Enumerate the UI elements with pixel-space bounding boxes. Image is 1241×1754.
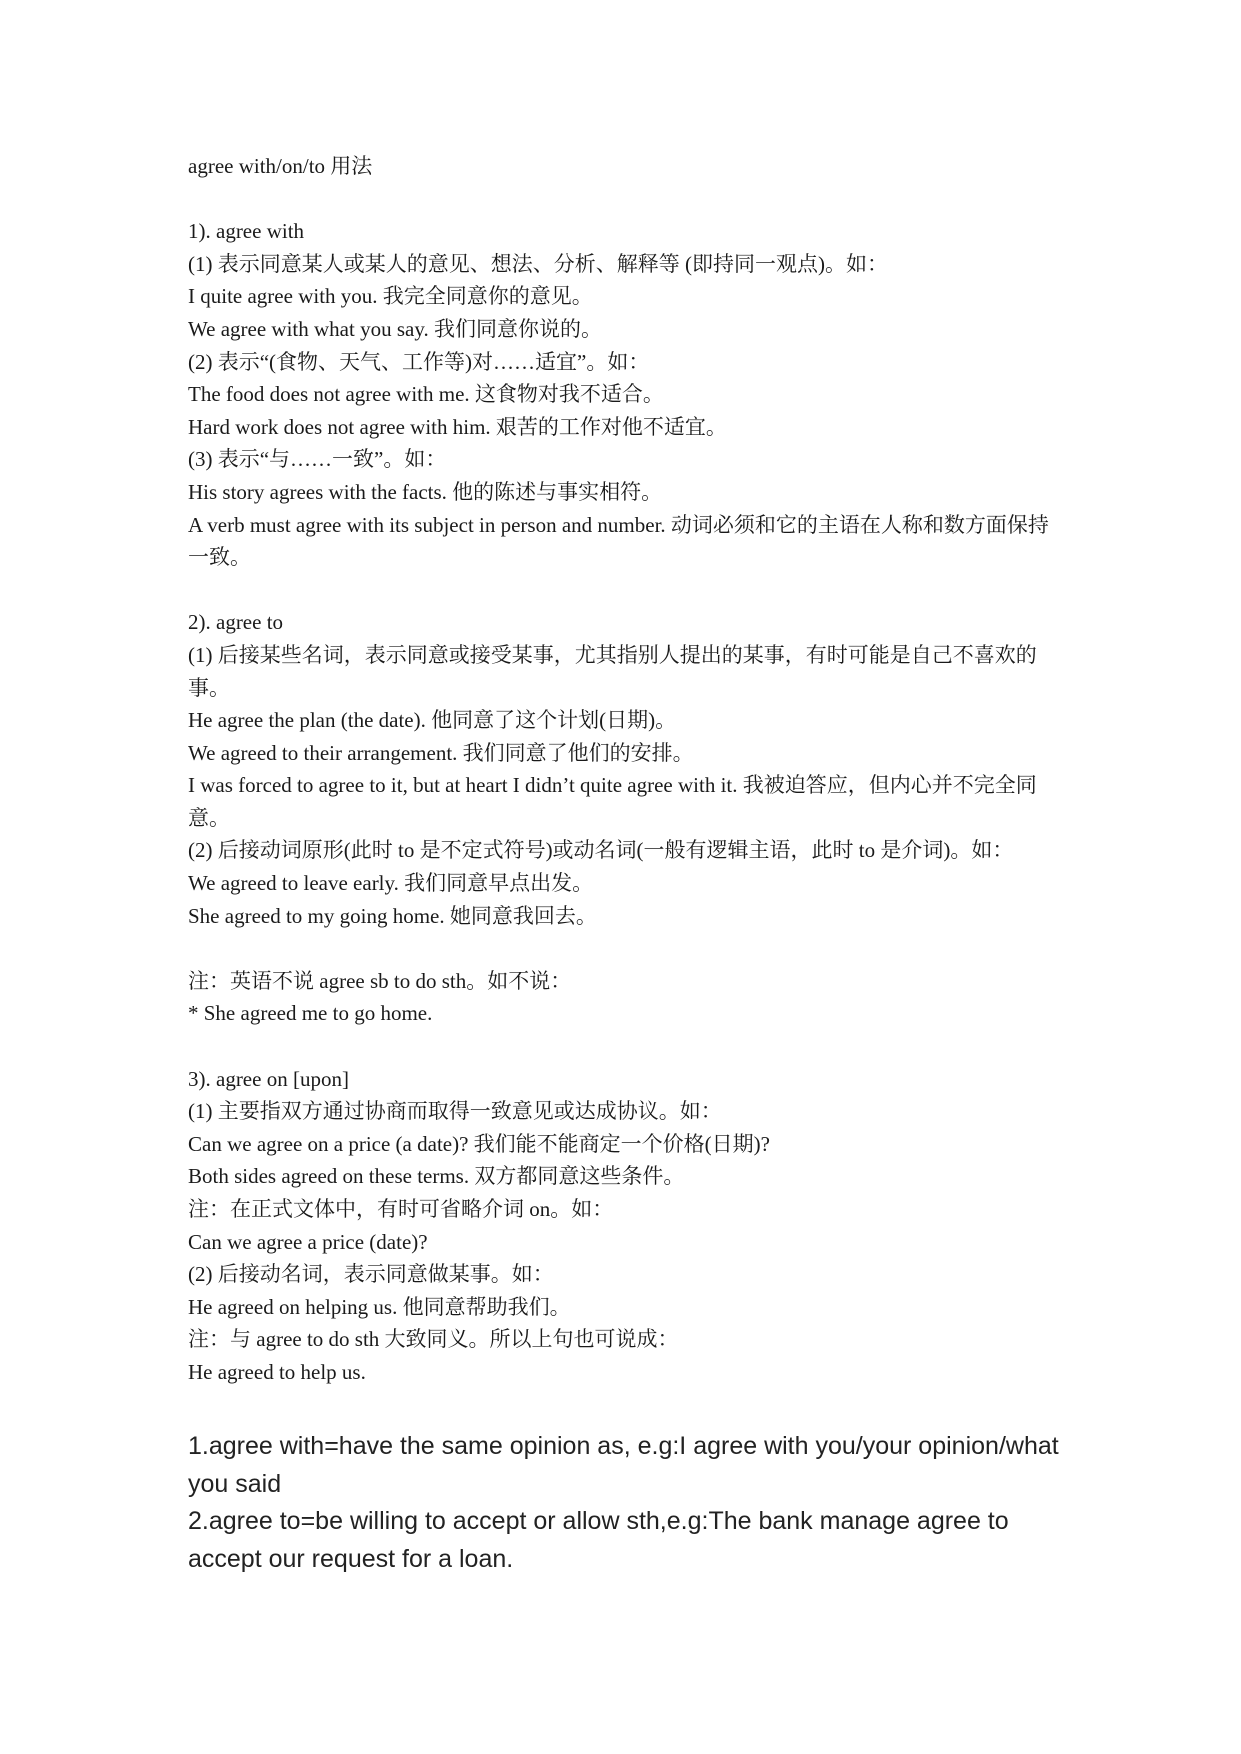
example-sentence: I quite agree with you. 我完全同意你的意见。 (188, 284, 593, 309)
example-sentence: I was forced to agree to it, but at heart I didn’t quite agree with it. 我被迫答应，但内心并不完全同意。 (188, 773, 1037, 830)
example-sentence: The food does not agree with me. 这食物对我不适合。 (188, 382, 664, 407)
usage-point: (2) 后接动词原形(此时 to 是不定式符号)或动名词(一般有逻辑主语，此时 to 是介词)。如： (188, 838, 1014, 863)
example-sentence: His story agrees with the facts. 他的陈述与事实相符。 (188, 479, 663, 504)
definition-agree-to: 2.agree to=be willing to accept or allow sth,e.g:The bank manage agree to accept our request for a loan. (188, 1507, 1009, 1573)
example-sentence: We agreed to their arrangement. 我们同意了他们的安排。 (188, 740, 694, 765)
definition-agree-with: 1.agree with=have the same opinion as, e.g:I agree with you/your opinion/what you said (188, 1432, 1059, 1498)
usage-point: (2) 表示“(食物、天气、工作等)对……适宜”。如： (188, 349, 650, 374)
example-sentence: Hard work does not agree with him. 艰苦的工作对他不适宜。 (188, 414, 727, 439)
example-sentence: She agreed to my going home. 她同意我回去。 (188, 903, 597, 928)
example-sentence: We agree with what you say. 我们同意你说的。 (188, 316, 602, 341)
usage-point: (3) 表示“与……一致”。如： (188, 447, 447, 472)
document-title: agree with/on/to 用法 (188, 154, 373, 178)
example-sentence: Can we agree a price (date)? (188, 1229, 428, 1254)
example-sentence: He agree the plan (the date). 他同意了这个计划(日期)。 (188, 708, 677, 733)
note: 注：在正式文体中，有时可省略介词 on。如： (188, 1197, 614, 1221)
example-sentence: He agreed on helping us. 他同意帮助我们。 (188, 1294, 571, 1319)
example-sentence: Both sides agreed on these terms. 双方都同意这些条件。 (188, 1164, 685, 1189)
example-sentence: * She agreed me to go home. (188, 1001, 433, 1026)
example-sentence: We agreed to leave early. 我们同意早点出发。 (188, 871, 594, 896)
usage-point: (1) 表示同意某人或某人的意见、想法、分析、解释等 (即持同一观点)。如： (188, 251, 888, 276)
section-heading: 2). agree to (188, 610, 284, 635)
note: 注：与 agree to do sth 大致同义。所以上句也可说成： (188, 1327, 679, 1352)
usage-point: (2) 后接动名词，表示同意做某事。如： (188, 1262, 554, 1287)
example-sentence: A verb must agree with its subject in person and number. 动词必须和它的主语在人称和数方面保持一致。 (188, 512, 1049, 570)
usage-point: (1) 主要指双方通过协商而取得一致意见或达成协议。如： (188, 1099, 722, 1124)
summary-definitions (188, 1428, 1068, 1578)
example-sentence: He agreed to help us. (188, 1359, 366, 1384)
usage-point: (1) 后接某些名词，表示同意或接受某事，尤其指别人提出的某事，有时可能是自己不喜欢的事。 (188, 642, 1037, 700)
usage-notes (188, 150, 1068, 1389)
section-heading: 1). agree with (188, 219, 305, 244)
section-heading: 3). agree on [upon] (188, 1066, 349, 1091)
example-sentence: Can we agree on a price (a date)? 我们能不能商定一个价格(日期)? (188, 1131, 770, 1156)
note: 注：英语不说 agree sb to do sth。如不说： (188, 968, 572, 993)
